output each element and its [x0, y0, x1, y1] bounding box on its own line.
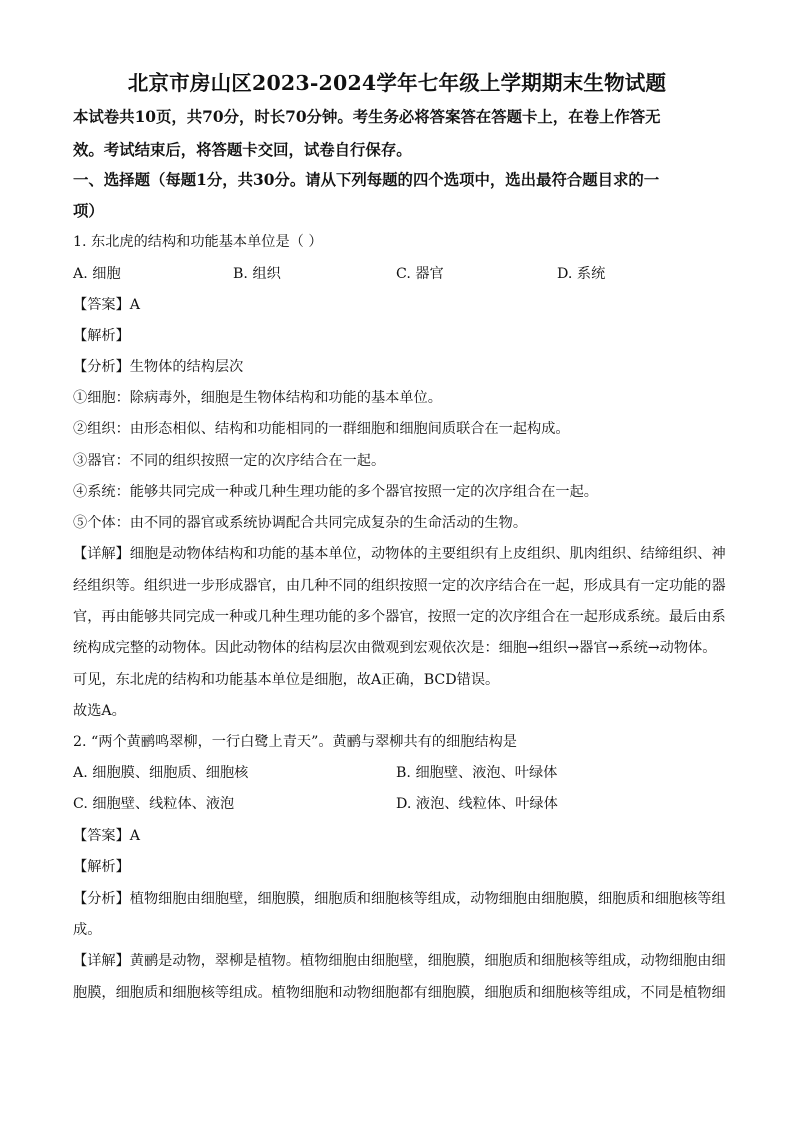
q1-point-3: ③器官：不同的组织按照一定的次序结合在一起。 [73, 453, 386, 469]
q1-detail-line-1: 【详解】细胞是动物体结构和功能的基本单位，动物体的主要组织有上皮组织、肌肉组织、结缔组织、神 [73, 546, 726, 562]
question-2-stem: 2. “两个黄鹂鸣翠柳，一行白鹭上青天”。黄鹂与翠柳共有的细胞结构是 [73, 734, 517, 750]
q1-analysis-label: 【分析】生物体的结构层次 [73, 359, 244, 375]
q1-answer: 【答案】A [73, 297, 140, 313]
q1-option-b: B. 组织 [233, 266, 281, 282]
question-1-stem: 1. 东北虎的结构和功能基本单位是（ ） [73, 234, 323, 250]
q2-analysis-line-2: 成。 [73, 922, 102, 938]
q2-detail-line-2: 胞膜，细胞质和细胞核等组成。植物细胞和动物细胞都有细胞膜，细胞质和细胞核等组成，不同是植物细 [73, 985, 726, 1001]
q2-option-d: D. 液泡、线粒体、叶绿体 [396, 796, 558, 812]
q1-detail-line-3: 官，再由能够共同完成一种或几种生理功能的多个器官，按照一定的次序组合在一起形成系统。最后由系 [73, 609, 726, 625]
q2-detail-line-1: 【详解】黄鹂是动物，翠柳是植物。植物细胞由细胞壁，细胞膜，细胞质和细胞核等组成，动物细胞由细 [73, 953, 726, 969]
q2-analysis-heading: 【解析】 [73, 859, 130, 875]
q2-option-b: B. 细胞壁、液泡、叶绿体 [396, 765, 558, 781]
section-heading-line-1: 一、选择题（每题1分，共30分。请从下列每题的四个选项中，选出最符合题目求的一 [73, 171, 660, 189]
instructions-line-2: 效。考试结束后，将答题卡交回，试卷自行保存。 [73, 141, 412, 159]
q2-option-a: A. 细胞膜、细胞质、细胞核 [73, 765, 249, 781]
q1-analysis-heading: 【解析】 [73, 328, 130, 344]
q2-answer: 【答案】A [73, 828, 140, 844]
instructions-line-1: 本试卷共10页，共70分，时长70分钟。考生务必将答案答在答题卡上，在卷上作答无 [73, 108, 661, 126]
q1-detail-line-5: 可见，东北虎的结构和功能基本单位是细胞，故A正确，BCD错误。 [73, 672, 500, 688]
q2-analysis-line-1: 【分析】植物细胞由细胞壁，细胞膜，细胞质和细胞核等组成，动物细胞由细胞膜，细胞质和细胞核等组 [73, 891, 726, 907]
q1-point-2: ②组织：由形态相似、结构和功能相同的一群细胞和细胞间质联合在一起构成。 [73, 421, 570, 437]
q1-conclusion: 故选A。 [73, 703, 126, 719]
q1-point-1: ①细胞：除病毒外，细胞是生物体结构和功能的基本单位。 [73, 390, 442, 406]
page-title: 北京市房山区2023-2024学年七年级上学期期末生物试题 [127, 71, 667, 95]
q1-option-d: D. 系统 [557, 266, 606, 282]
q1-option-c: C. 器官 [396, 266, 444, 282]
q1-option-a: A. 细胞 [73, 266, 121, 282]
q1-point-4: ④系统：能够共同完成一种或几种生理功能的多个器官按照一定的次序组合在一起。 [73, 484, 598, 500]
q2-option-c: C. 细胞壁、线粒体、液泡 [73, 796, 235, 812]
section-heading-line-2: 项） [73, 202, 104, 220]
q1-detail-line-2: 经组织等。组织进一步形成器官，由几种不同的组织按照一定的次序结合在一起，形成具有一定功能的器 [73, 578, 726, 594]
q1-point-5: ⑤个体：由不同的器官或系统协调配合共同完成复杂的生命活动的生物。 [73, 515, 528, 531]
q1-detail-line-4: 统构成完整的动物体。因此动物体的结构层次由微观到宏观依次是：细胞→组织→器官→系统→动物体。 [73, 640, 717, 656]
